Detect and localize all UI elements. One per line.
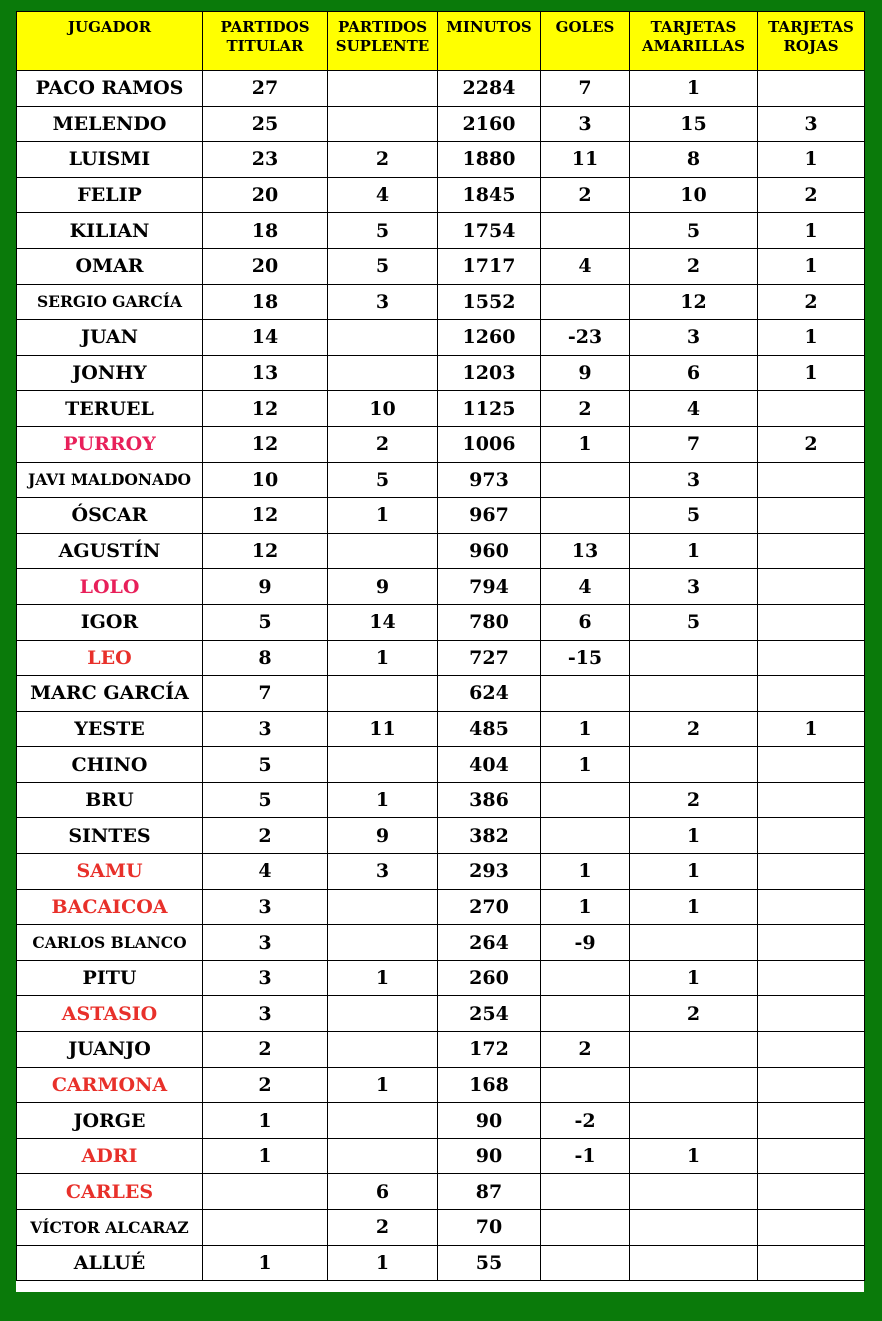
player-name-cell: JAVI MALDONADO <box>17 462 203 498</box>
goles-cell: -23 <box>541 320 630 356</box>
table-row <box>17 1245 865 1281</box>
minutos-cell: 1717 <box>438 248 541 284</box>
tarjetas-rojas-cell: 3 <box>758 106 865 142</box>
minutos-cell: 1203 <box>438 355 541 391</box>
player-name-cell: CARMONA <box>17 1067 203 1103</box>
goles-cell <box>541 1174 630 1210</box>
player-name-cell: KILIAN <box>17 213 203 249</box>
partidos-suplente-cell: 5 <box>328 213 438 249</box>
partidos-suplente-cell: 1 <box>328 498 438 534</box>
minutos-cell: 1754 <box>438 213 541 249</box>
partidos-suplente-cell: 1 <box>328 1067 438 1103</box>
table-row <box>17 925 865 961</box>
goles-cell: 9 <box>541 355 630 391</box>
minutos-cell: 1552 <box>438 284 541 320</box>
tarjetas-rojas-cell: 1 <box>758 142 865 178</box>
partidos-titular-cell: 12 <box>203 498 328 534</box>
tarjetas-amarillas-cell <box>630 1067 758 1103</box>
header-jugador: JUGADOR <box>17 12 203 71</box>
tarjetas-rojas-cell: 1 <box>758 355 865 391</box>
partidos-suplente-cell: 3 <box>328 854 438 890</box>
minutos-cell: 55 <box>438 1245 541 1281</box>
tarjetas-rojas-cell: 1 <box>758 248 865 284</box>
player-name-cell: IGOR <box>17 604 203 640</box>
partidos-titular-cell <box>203 1174 328 1210</box>
partidos-titular-cell: 27 <box>203 71 328 107</box>
partidos-titular-cell: 1 <box>203 1103 328 1139</box>
goles-cell <box>541 1245 630 1281</box>
partidos-suplente-cell: 10 <box>328 391 438 427</box>
partidos-suplente-cell <box>328 355 438 391</box>
tarjetas-rojas-cell: 1 <box>758 711 865 747</box>
tarjetas-amarillas-cell: 2 <box>630 248 758 284</box>
table-row <box>17 676 865 712</box>
player-name-cell: VÍCTOR ALCARAZ <box>17 1210 203 1246</box>
partidos-titular-cell: 3 <box>203 889 328 925</box>
partidos-titular-cell: 5 <box>203 747 328 783</box>
tarjetas-rojas-cell <box>758 1245 865 1281</box>
partidos-titular-cell: 3 <box>203 996 328 1032</box>
tarjetas-rojas-cell <box>758 782 865 818</box>
tarjetas-amarillas-cell <box>630 1245 758 1281</box>
partidos-suplente-cell <box>328 1103 438 1139</box>
goles-cell: 1 <box>541 711 630 747</box>
player-name-cell: LEO <box>17 640 203 676</box>
minutos-cell: 1006 <box>438 426 541 462</box>
partidos-titular-cell <box>203 1210 328 1246</box>
header-partidos-titular: PARTIDOS TITULAR <box>203 12 328 71</box>
goles-cell: 1 <box>541 889 630 925</box>
goles-cell: 2 <box>541 391 630 427</box>
partidos-titular-cell: 4 <box>203 854 328 890</box>
partidos-titular-cell: 12 <box>203 533 328 569</box>
tarjetas-amarillas-cell: 5 <box>630 213 758 249</box>
partidos-titular-cell: 12 <box>203 391 328 427</box>
table-row <box>17 569 865 605</box>
tarjetas-amarillas-cell: 3 <box>630 462 758 498</box>
tarjetas-amarillas-cell: 3 <box>630 320 758 356</box>
minutos-cell: 90 <box>438 1103 541 1139</box>
goles-cell <box>541 213 630 249</box>
tarjetas-rojas-cell <box>758 747 865 783</box>
tarjetas-amarillas-cell: 10 <box>630 177 758 213</box>
partidos-suplente-cell <box>328 676 438 712</box>
player-name-cell: PITU <box>17 960 203 996</box>
minutos-cell: 404 <box>438 747 541 783</box>
tarjetas-amarillas-cell: 6 <box>630 355 758 391</box>
tarjetas-rojas-cell <box>758 1174 865 1210</box>
goles-cell: 4 <box>541 569 630 605</box>
tarjetas-amarillas-cell: 1 <box>630 533 758 569</box>
table-row <box>17 320 865 356</box>
goles-cell <box>541 1210 630 1246</box>
table-row <box>17 1210 865 1246</box>
partidos-titular-cell: 1 <box>203 1138 328 1174</box>
goles-cell: 4 <box>541 248 630 284</box>
partidos-titular-cell: 5 <box>203 782 328 818</box>
player-name-cell: SERGIO GARCÍA <box>17 284 203 320</box>
tarjetas-rojas-cell <box>758 925 865 961</box>
partidos-suplente-cell: 9 <box>328 569 438 605</box>
table-row <box>17 213 865 249</box>
player-name-cell: LOLO <box>17 569 203 605</box>
partidos-titular-cell: 3 <box>203 960 328 996</box>
minutos-cell: 70 <box>438 1210 541 1246</box>
table-row <box>17 640 865 676</box>
player-name-cell: JUANJO <box>17 1032 203 1068</box>
partidos-suplente-cell: 6 <box>328 1174 438 1210</box>
partidos-suplente-cell: 14 <box>328 604 438 640</box>
minutos-cell: 727 <box>438 640 541 676</box>
tarjetas-rojas-cell: 2 <box>758 284 865 320</box>
minutos-cell: 967 <box>438 498 541 534</box>
tarjetas-amarillas-cell: 1 <box>630 1138 758 1174</box>
partidos-titular-cell: 10 <box>203 462 328 498</box>
tarjetas-amarillas-cell: 4 <box>630 391 758 427</box>
tarjetas-amarillas-cell: 1 <box>630 960 758 996</box>
tarjetas-amarillas-cell <box>630 1174 758 1210</box>
player-name-cell: ALLUÉ <box>17 1245 203 1281</box>
tarjetas-rojas-cell <box>758 1067 865 1103</box>
table-row <box>17 996 865 1032</box>
partidos-titular-cell: 12 <box>203 426 328 462</box>
player-name-cell: JORGE <box>17 1103 203 1139</box>
goles-cell: -15 <box>541 640 630 676</box>
header-tarjetas-amarillas: TARJETAS AMARILLAS <box>630 12 758 71</box>
tarjetas-rojas-cell <box>758 1138 865 1174</box>
player-name-cell: ÓSCAR <box>17 498 203 534</box>
table-row <box>17 71 865 107</box>
minutos-cell: 794 <box>438 569 541 605</box>
partidos-suplente-cell: 2 <box>328 1210 438 1246</box>
partidos-titular-cell: 2 <box>203 1067 328 1103</box>
tarjetas-amarillas-cell <box>630 747 758 783</box>
tarjetas-amarillas-cell: 1 <box>630 818 758 854</box>
partidos-titular-cell: 3 <box>203 711 328 747</box>
header-tarjetas-rojas: TARJETAS ROJAS <box>758 12 865 71</box>
tarjetas-rojas-cell <box>758 462 865 498</box>
partidos-titular-cell: 20 <box>203 248 328 284</box>
player-name-cell: CARLES <box>17 1174 203 1210</box>
player-name-cell: PACO RAMOS <box>17 71 203 107</box>
tarjetas-rojas-cell: 1 <box>758 320 865 356</box>
minutos-cell: 2160 <box>438 106 541 142</box>
tarjetas-amarillas-cell: 15 <box>630 106 758 142</box>
minutos-cell: 264 <box>438 925 541 961</box>
partidos-titular-cell: 9 <box>203 569 328 605</box>
table-row <box>17 782 865 818</box>
tarjetas-rojas-cell <box>758 498 865 534</box>
player-name-cell: YESTE <box>17 711 203 747</box>
goles-cell: -2 <box>541 1103 630 1139</box>
tarjetas-rojas-cell <box>758 71 865 107</box>
partidos-suplente-cell <box>328 925 438 961</box>
header-minutos: MINUTOS <box>438 12 541 71</box>
partidos-suplente-cell: 1 <box>328 1245 438 1281</box>
tarjetas-rojas-cell <box>758 818 865 854</box>
partidos-titular-cell: 14 <box>203 320 328 356</box>
goles-cell: 1 <box>541 426 630 462</box>
partidos-titular-cell: 3 <box>203 925 328 961</box>
partidos-suplente-cell: 11 <box>328 711 438 747</box>
minutos-cell: 780 <box>438 604 541 640</box>
player-name-cell: CARLOS BLANCO <box>17 925 203 961</box>
partidos-suplente-cell: 3 <box>328 284 438 320</box>
partidos-suplente-cell: 4 <box>328 177 438 213</box>
table-row <box>17 284 865 320</box>
table-row <box>17 355 865 391</box>
tarjetas-rojas-cell <box>758 960 865 996</box>
goles-cell: 2 <box>541 1032 630 1068</box>
table-row <box>17 142 865 178</box>
tarjetas-amarillas-cell: 2 <box>630 782 758 818</box>
partidos-suplente-cell <box>328 106 438 142</box>
goles-cell <box>541 498 630 534</box>
table-row <box>17 1138 865 1174</box>
tarjetas-amarillas-cell <box>630 1210 758 1246</box>
tarjetas-rojas-cell <box>758 889 865 925</box>
player-name-cell: JONHY <box>17 355 203 391</box>
partidos-suplente-cell <box>328 320 438 356</box>
goles-cell: 2 <box>541 177 630 213</box>
partidos-suplente-cell: 2 <box>328 142 438 178</box>
minutos-cell: 168 <box>438 1067 541 1103</box>
goles-cell: 1 <box>541 854 630 890</box>
header-goles: GOLES <box>541 12 630 71</box>
player-name-cell: FELIP <box>17 177 203 213</box>
table-row <box>17 889 865 925</box>
partidos-titular-cell: 1 <box>203 1245 328 1281</box>
player-name-cell: MARC GARCÍA <box>17 676 203 712</box>
table-row <box>17 1103 865 1139</box>
tarjetas-amarillas-cell: 7 <box>630 426 758 462</box>
tarjetas-rojas-cell: 2 <box>758 426 865 462</box>
partidos-suplente-cell <box>328 71 438 107</box>
header-partidos-suplente: PARTIDOS SUPLENTE <box>328 12 438 71</box>
player-name-cell: SAMU <box>17 854 203 890</box>
minutos-cell: 386 <box>438 782 541 818</box>
partidos-suplente-cell <box>328 747 438 783</box>
minutos-cell: 293 <box>438 854 541 890</box>
tarjetas-amarillas-cell: 3 <box>630 569 758 605</box>
tarjetas-amarillas-cell: 8 <box>630 142 758 178</box>
tarjetas-amarillas-cell <box>630 1032 758 1068</box>
table-row <box>17 960 865 996</box>
partidos-suplente-cell <box>328 996 438 1032</box>
table-row <box>17 747 865 783</box>
tarjetas-rojas-cell: 2 <box>758 177 865 213</box>
player-name-cell: JUAN <box>17 320 203 356</box>
partidos-suplente-cell: 1 <box>328 640 438 676</box>
goles-cell: -9 <box>541 925 630 961</box>
player-name-cell: TERUEL <box>17 391 203 427</box>
goles-cell <box>541 996 630 1032</box>
minutos-cell: 624 <box>438 676 541 712</box>
tarjetas-rojas-cell <box>758 854 865 890</box>
tarjetas-amarillas-cell: 2 <box>630 996 758 1032</box>
tarjetas-rojas-cell <box>758 1103 865 1139</box>
goles-cell: 1 <box>541 747 630 783</box>
goles-cell <box>541 1067 630 1103</box>
tarjetas-amarillas-cell: 5 <box>630 604 758 640</box>
player-name-cell: CHINO <box>17 747 203 783</box>
partidos-suplente-cell: 5 <box>328 248 438 284</box>
player-stats-table <box>16 11 865 1281</box>
partidos-suplente-cell: 1 <box>328 782 438 818</box>
partidos-titular-cell: 5 <box>203 604 328 640</box>
minutos-cell: 254 <box>438 996 541 1032</box>
tarjetas-rojas-cell <box>758 533 865 569</box>
minutos-cell: 960 <box>438 533 541 569</box>
tarjetas-rojas-cell <box>758 996 865 1032</box>
stats-table-frame <box>16 11 864 1292</box>
player-name-cell: SINTES <box>17 818 203 854</box>
table-row <box>17 248 865 284</box>
partidos-suplente-cell: 2 <box>328 426 438 462</box>
minutos-cell: 87 <box>438 1174 541 1210</box>
table-row <box>17 426 865 462</box>
goles-cell <box>541 462 630 498</box>
minutos-cell: 1845 <box>438 177 541 213</box>
table-row <box>17 604 865 640</box>
table-row <box>17 533 865 569</box>
player-name-cell: AGUSTÍN <box>17 533 203 569</box>
tarjetas-rojas-cell <box>758 391 865 427</box>
goles-cell: 6 <box>541 604 630 640</box>
player-name-cell: LUISMI <box>17 142 203 178</box>
tarjetas-amarillas-cell: 1 <box>630 854 758 890</box>
minutos-cell: 270 <box>438 889 541 925</box>
partidos-titular-cell: 13 <box>203 355 328 391</box>
minutos-cell: 485 <box>438 711 541 747</box>
header-row <box>17 12 865 71</box>
tarjetas-amarillas-cell <box>630 676 758 712</box>
table-row <box>17 498 865 534</box>
tarjetas-amarillas-cell <box>630 1103 758 1139</box>
tarjetas-rojas-cell <box>758 1032 865 1068</box>
minutos-cell: 2284 <box>438 71 541 107</box>
table-row <box>17 1032 865 1068</box>
tarjetas-amarillas-cell: 5 <box>630 498 758 534</box>
minutos-cell: 1880 <box>438 142 541 178</box>
goles-cell <box>541 960 630 996</box>
minutos-cell: 1125 <box>438 391 541 427</box>
partidos-suplente-cell: 9 <box>328 818 438 854</box>
table-row <box>17 391 865 427</box>
tarjetas-amarillas-cell: 1 <box>630 889 758 925</box>
table-row <box>17 106 865 142</box>
table-row <box>17 1067 865 1103</box>
table-row <box>17 818 865 854</box>
goles-cell: 3 <box>541 106 630 142</box>
partidos-suplente-cell: 5 <box>328 462 438 498</box>
tarjetas-rojas-cell <box>758 676 865 712</box>
player-name-cell: BRU <box>17 782 203 818</box>
partidos-titular-cell: 18 <box>203 213 328 249</box>
table-row <box>17 1174 865 1210</box>
player-name-cell: PURROY <box>17 426 203 462</box>
player-name-cell: OMAR <box>17 248 203 284</box>
tarjetas-amarillas-cell: 12 <box>630 284 758 320</box>
partidos-suplente-cell <box>328 889 438 925</box>
tarjetas-rojas-cell <box>758 1210 865 1246</box>
goles-cell: 11 <box>541 142 630 178</box>
player-name-cell: BACAICOA <box>17 889 203 925</box>
player-name-cell: ADRI <box>17 1138 203 1174</box>
player-name-cell: ASTASIO <box>17 996 203 1032</box>
tarjetas-amarillas-cell: 2 <box>630 711 758 747</box>
partidos-titular-cell: 18 <box>203 284 328 320</box>
partidos-titular-cell: 25 <box>203 106 328 142</box>
partidos-titular-cell: 7 <box>203 676 328 712</box>
partidos-suplente-cell <box>328 1138 438 1174</box>
table-row <box>17 462 865 498</box>
table-row <box>17 177 865 213</box>
minutos-cell: 1260 <box>438 320 541 356</box>
tarjetas-rojas-cell: 1 <box>758 213 865 249</box>
partidos-titular-cell: 2 <box>203 1032 328 1068</box>
tarjetas-rojas-cell <box>758 640 865 676</box>
partidos-suplente-cell: 1 <box>328 960 438 996</box>
tarjetas-amarillas-cell <box>630 640 758 676</box>
minutos-cell: 973 <box>438 462 541 498</box>
goles-cell <box>541 284 630 320</box>
partidos-titular-cell: 20 <box>203 177 328 213</box>
goles-cell <box>541 818 630 854</box>
minutos-cell: 172 <box>438 1032 541 1068</box>
partidos-titular-cell: 2 <box>203 818 328 854</box>
partidos-suplente-cell <box>328 533 438 569</box>
goles-cell <box>541 676 630 712</box>
table-row <box>17 711 865 747</box>
goles-cell <box>541 782 630 818</box>
partidos-titular-cell: 23 <box>203 142 328 178</box>
tarjetas-amarillas-cell: 1 <box>630 71 758 107</box>
goles-cell: 7 <box>541 71 630 107</box>
partidos-suplente-cell <box>328 1032 438 1068</box>
goles-cell: 13 <box>541 533 630 569</box>
partidos-titular-cell: 8 <box>203 640 328 676</box>
tarjetas-amarillas-cell <box>630 925 758 961</box>
player-name-cell: MELENDO <box>17 106 203 142</box>
tarjetas-rojas-cell <box>758 569 865 605</box>
minutos-cell: 260 <box>438 960 541 996</box>
goles-cell: -1 <box>541 1138 630 1174</box>
minutos-cell: 382 <box>438 818 541 854</box>
minutos-cell: 90 <box>438 1138 541 1174</box>
table-row <box>17 854 865 890</box>
tarjetas-rojas-cell <box>758 604 865 640</box>
